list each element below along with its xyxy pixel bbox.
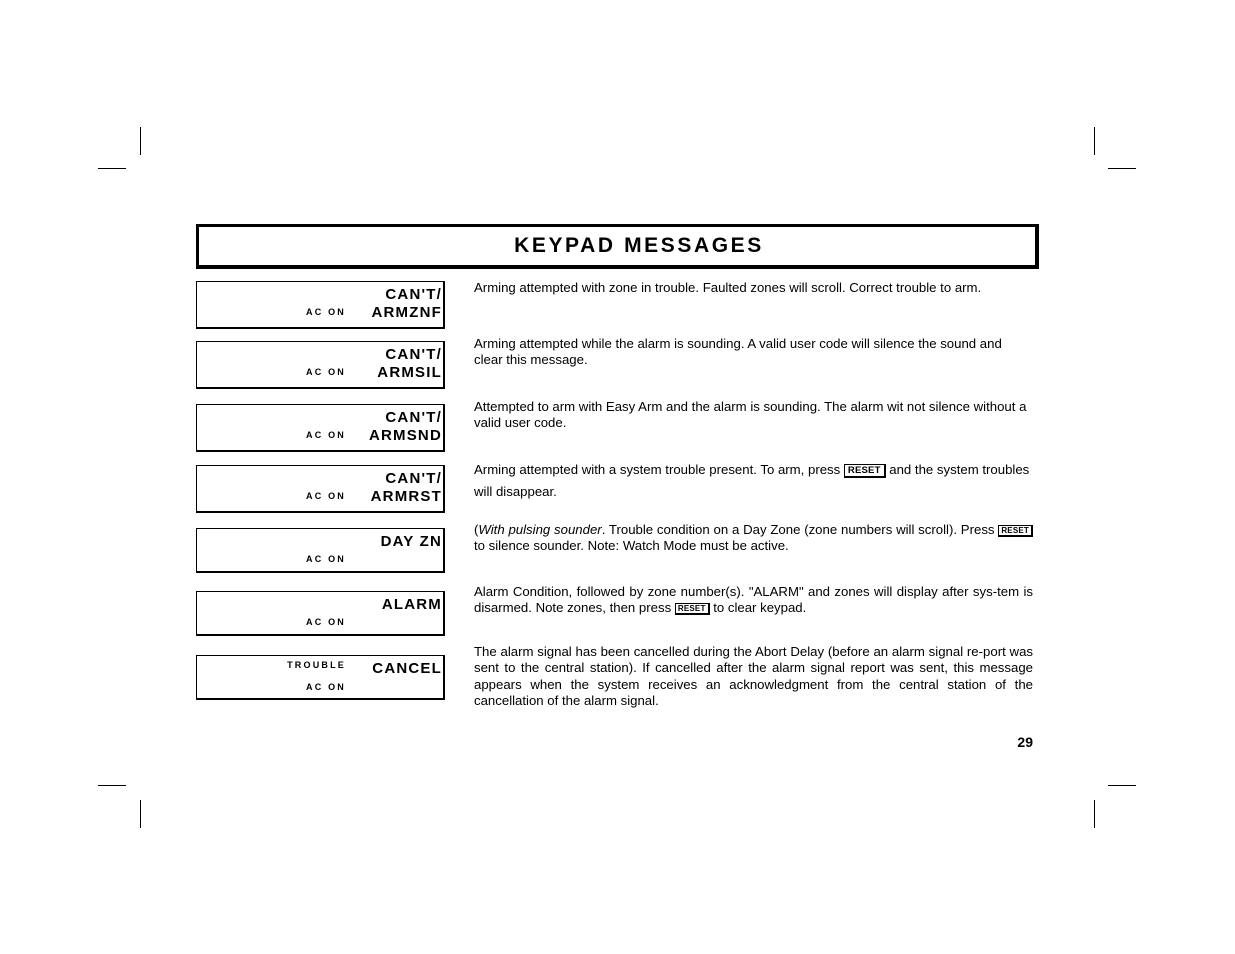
lcd-line1: ALARM xyxy=(381,596,442,613)
lcd-display-cancel xyxy=(196,655,445,700)
message-description xyxy=(474,459,1033,503)
lcd-annunciator-ac-on: AC ON xyxy=(306,554,346,564)
message-description: Attempted to arm with Easy Arm and the alarm is sounding. The alarm wit not silence without a valid user code. xyxy=(474,399,1027,431)
lcd-display-armsil xyxy=(196,341,445,389)
description-text: Alarm Condition, followed by zone number(s). "ALARM" and zones will display after sys-tem is disarmed. Note zones, then press xyxy=(474,584,1033,616)
crop-mark xyxy=(140,800,141,828)
lcd-line1: CAN'T/ xyxy=(385,409,442,426)
crop-mark xyxy=(1094,800,1095,828)
lcd-annunciator-ac-on: AC ON xyxy=(306,491,346,501)
lcd-line2: ARMZNF xyxy=(371,304,442,321)
page-number: 29 xyxy=(1017,734,1033,750)
lcd-line2: ARMSND xyxy=(368,427,442,444)
lcd-annunciator-ac-on: AC ON xyxy=(306,367,346,377)
lcd-annunciator-trouble: TROUBLE xyxy=(287,660,346,670)
crop-mark xyxy=(1094,127,1095,155)
lcd-display-armznf xyxy=(196,281,445,329)
lcd-display-alarm xyxy=(196,591,445,636)
crop-mark xyxy=(1108,785,1136,786)
message-description xyxy=(474,584,1033,617)
crop-mark xyxy=(98,785,126,786)
crop-mark xyxy=(1108,168,1136,169)
lcd-display-day-zn xyxy=(196,528,445,573)
lcd-line1: CAN'T/ xyxy=(385,286,442,303)
lcd-line1: CAN'T/ xyxy=(385,346,442,363)
crop-mark xyxy=(140,127,141,155)
lcd-line2: ARMRST xyxy=(370,488,442,505)
message-description: The alarm signal has been cancelled during the Abort Delay (before an alarm signal re-port was sent to the central station). If cancelled after the alarm signal report was sent, this message appears when the system receives an acknowledgment from the central station of the cancellation of the alarm signal. xyxy=(474,644,1033,708)
lcd-annunciator-ac-on: AC ON xyxy=(306,682,346,692)
message-description: (With pulsing sounder. Trouble condition on a Day Zone (zone numbers will scroll). Press RESET to silence sounder. Note: Watch Mode must be active. xyxy=(474,522,1033,555)
crop-mark xyxy=(98,168,126,169)
description-italic: With pulsing sounder xyxy=(478,522,602,537)
page-title: KEYPAD MESSAGES xyxy=(514,234,764,257)
description-text: to silence sounder. Note: Watch Mode must be active. xyxy=(474,538,789,554)
description-text: Arming attempted with a system trouble present. To arm, press xyxy=(474,462,841,477)
lcd-annunciator-ac-on: AC ON xyxy=(306,430,346,440)
lcd-line1: CAN'T/ xyxy=(385,470,442,487)
message-description: Arming attempted while the alarm is sounding. A valid user code will silence the sound and clear this message. xyxy=(474,336,1002,368)
reset-key-icon: RESET xyxy=(998,525,1033,537)
description-text: . Trouble condition on a Day Zone (zone numbers will scroll). Press xyxy=(601,522,995,537)
lcd-annunciator-ac-on: AC ON xyxy=(306,617,346,627)
lcd-line1: CANCEL xyxy=(372,660,442,677)
description-text: and the system troubles will disappear. xyxy=(474,462,1030,499)
page-title-box xyxy=(196,224,1039,269)
lcd-display-armsnd xyxy=(196,404,445,452)
lcd-display-armrst xyxy=(196,465,445,513)
lcd-annunciator-ac-on: AC ON xyxy=(306,307,346,317)
message-description: Arming attempted with zone in trouble. Faulted zones will scroll. Correct trouble to arm. xyxy=(474,280,982,295)
lcd-line1: DAY ZN xyxy=(380,533,442,550)
description-text: to clear keypad. xyxy=(713,600,807,616)
reset-key-icon: RESET xyxy=(675,603,710,615)
reset-key-icon: RESET xyxy=(844,464,886,478)
lcd-line2: ARMSIL xyxy=(377,364,442,381)
